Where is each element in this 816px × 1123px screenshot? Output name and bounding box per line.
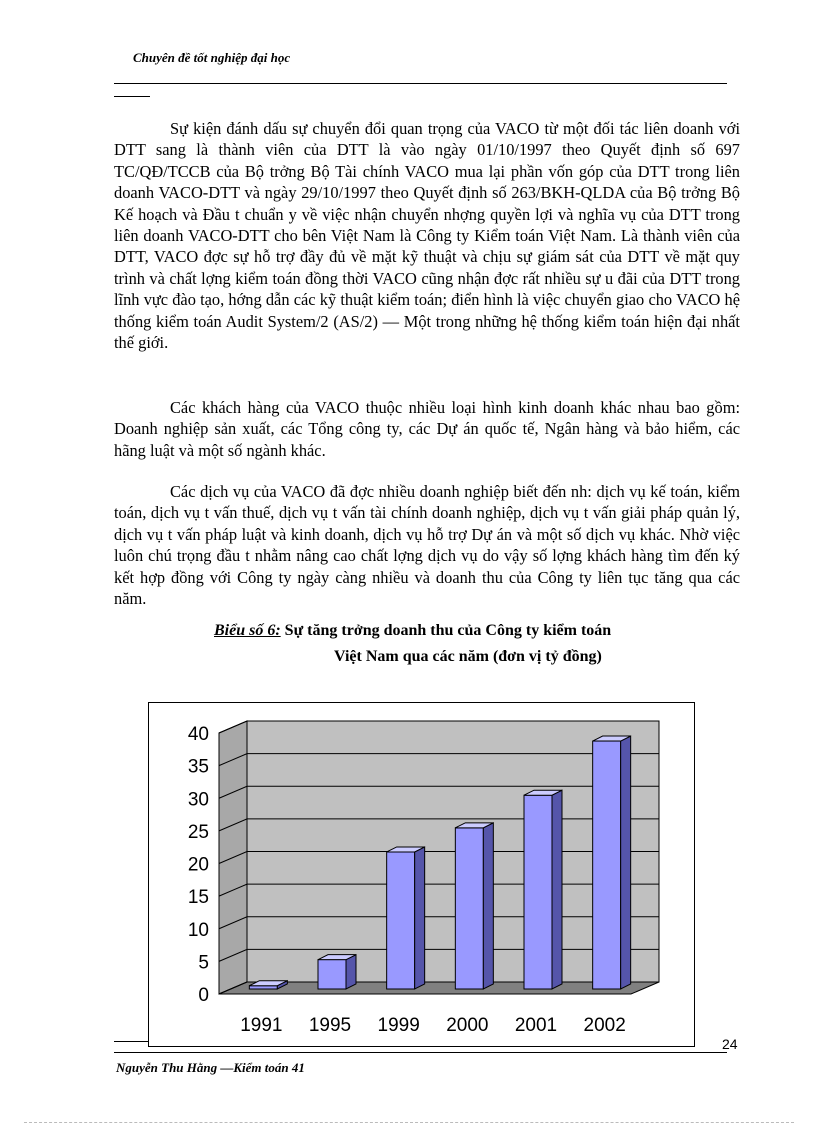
- bar: [593, 741, 621, 989]
- bar: [318, 960, 346, 989]
- bar-side: [415, 847, 425, 989]
- y-tick-label: 5: [198, 952, 209, 974]
- header-rule-short: [114, 96, 150, 97]
- header-rule: [114, 83, 727, 84]
- bar: [455, 828, 483, 989]
- bar: [524, 795, 552, 989]
- y-tick-label: 25: [187, 821, 209, 843]
- y-tick-label: 40: [187, 724, 209, 745]
- bar: [387, 852, 415, 989]
- footer-rule-lower: [114, 1052, 727, 1053]
- footer-rule: [114, 1041, 148, 1042]
- caption-line-1: Sự tăng trởng doanh thu của Công ty kiểm toán: [280, 622, 612, 639]
- x-tick-label: 2002: [583, 1015, 626, 1036]
- caption-label: Biểu số 6:: [214, 622, 281, 639]
- y-tick-label: 0: [198, 985, 209, 1006]
- revenue-chart: [148, 702, 695, 1047]
- bar-side: [346, 955, 356, 989]
- page-number: 24: [722, 1036, 738, 1052]
- chart-caption: [214, 622, 611, 640]
- paragraph-services: Các dịch vụ của VACO đã đợc nhiều doanh nghiệp biết đến nh: dịch vụ kế toán, kiểm toán, dịch vụ t vấn thuế, dịch vụ t vấn tài chính doanh nghiệp, dịch vụ t vấn giải pháp quản lý, dịch vụ t vấn pháp luật và kinh doanh, dịch vụ hỗ trợ Dự án và một số dịch vụ khác. Nhờ việc luôn chú trọng đầu t nhằm nâng cao chất lợng dịch vụ do vậy số lợng khách hàng tìm đến ký kết hợp đồng với Công ty ngày càng nhiều và doanh thu của Công ty liên tục tăng qua các năm.: [114, 482, 740, 609]
- x-tick-label: 2000: [446, 1015, 489, 1036]
- paragraph-clients: Các khách hàng của VACO thuộc nhiều loại hình kinh doanh khác nhau bao gồm: Doanh nghiệp sản xuất, các Tổng công ty, các Dự án quốc tế, Ngân hàng và bảo hiểm, các hãng luật và một số ngành khác.: [114, 398, 740, 460]
- bar-side: [552, 790, 562, 989]
- paragraph-vaco-dtt: Sự kiện đánh dấu sự chuyển đổi quan trọng của VACO từ một đối tác liên doanh với DTT sang là thành viên của DTT là vào ngày 01/10/1997 theo Quyết định số 697 TC/QĐ/TCCB của Bộ trởng Bộ Tài chính VACO mua lại phần vốn góp của DTT trong liên doanh VACO-DTT và ngày 29/10/1997 theo Quyết định số 263/BKH-QLDA của Bộ trởng Bộ Kế hoạch và Đầu t chuẩn y về việc nhận chuyển nhợng quyền lợi và nghĩa vụ của DTT trong liên doanh VACO-DTT cho bên Việt Nam là Công ty Kiểm toán Việt Nam. Là thành viên của DTT, VACO đợc sự hỗ trợ đầy đủ về mặt kỹ thuật và chịu sự giám sát của DTT về mặt quy trình và chất lợng kiểm toán đồng thời VACO cũng nhận đợc rất nhiều sự u đãi của DTT trong lĩnh vực đào tạo, hớng dẫn các kỹ thuật kiểm toán; điển hình là việc chuyển giao cho VACO hệ thống kiểm toán Audit System/2 (AS/2) — Một trong những hệ thống kiểm toán hiện đại nhất thế giới.: [114, 119, 740, 353]
- header-title: Chuyên đề tốt nghiệp đại học: [133, 50, 291, 65]
- x-tick-label: 2001: [514, 1015, 558, 1036]
- revenue-chart-svg: [149, 703, 694, 1046]
- y-tick-label: 20: [187, 854, 209, 876]
- x-tick-label: 1991: [240, 1015, 283, 1036]
- bar-side: [483, 823, 493, 989]
- bar-side: [621, 736, 631, 989]
- x-tick-label: 1995: [308, 1015, 352, 1036]
- chart-caption-line-2: Việt Nam qua các năm (đơn vị tỷ đồng): [334, 648, 602, 665]
- y-tick-label: 30: [187, 789, 209, 811]
- x-tick-label: 1999: [377, 1015, 420, 1036]
- y-tick-label: 10: [187, 919, 209, 941]
- y-tick-label: 35: [187, 756, 209, 778]
- footer-author: Nguyễn Thu Hằng —Kiểm toán 41: [116, 1060, 305, 1075]
- y-tick-label: 15: [187, 887, 209, 909]
